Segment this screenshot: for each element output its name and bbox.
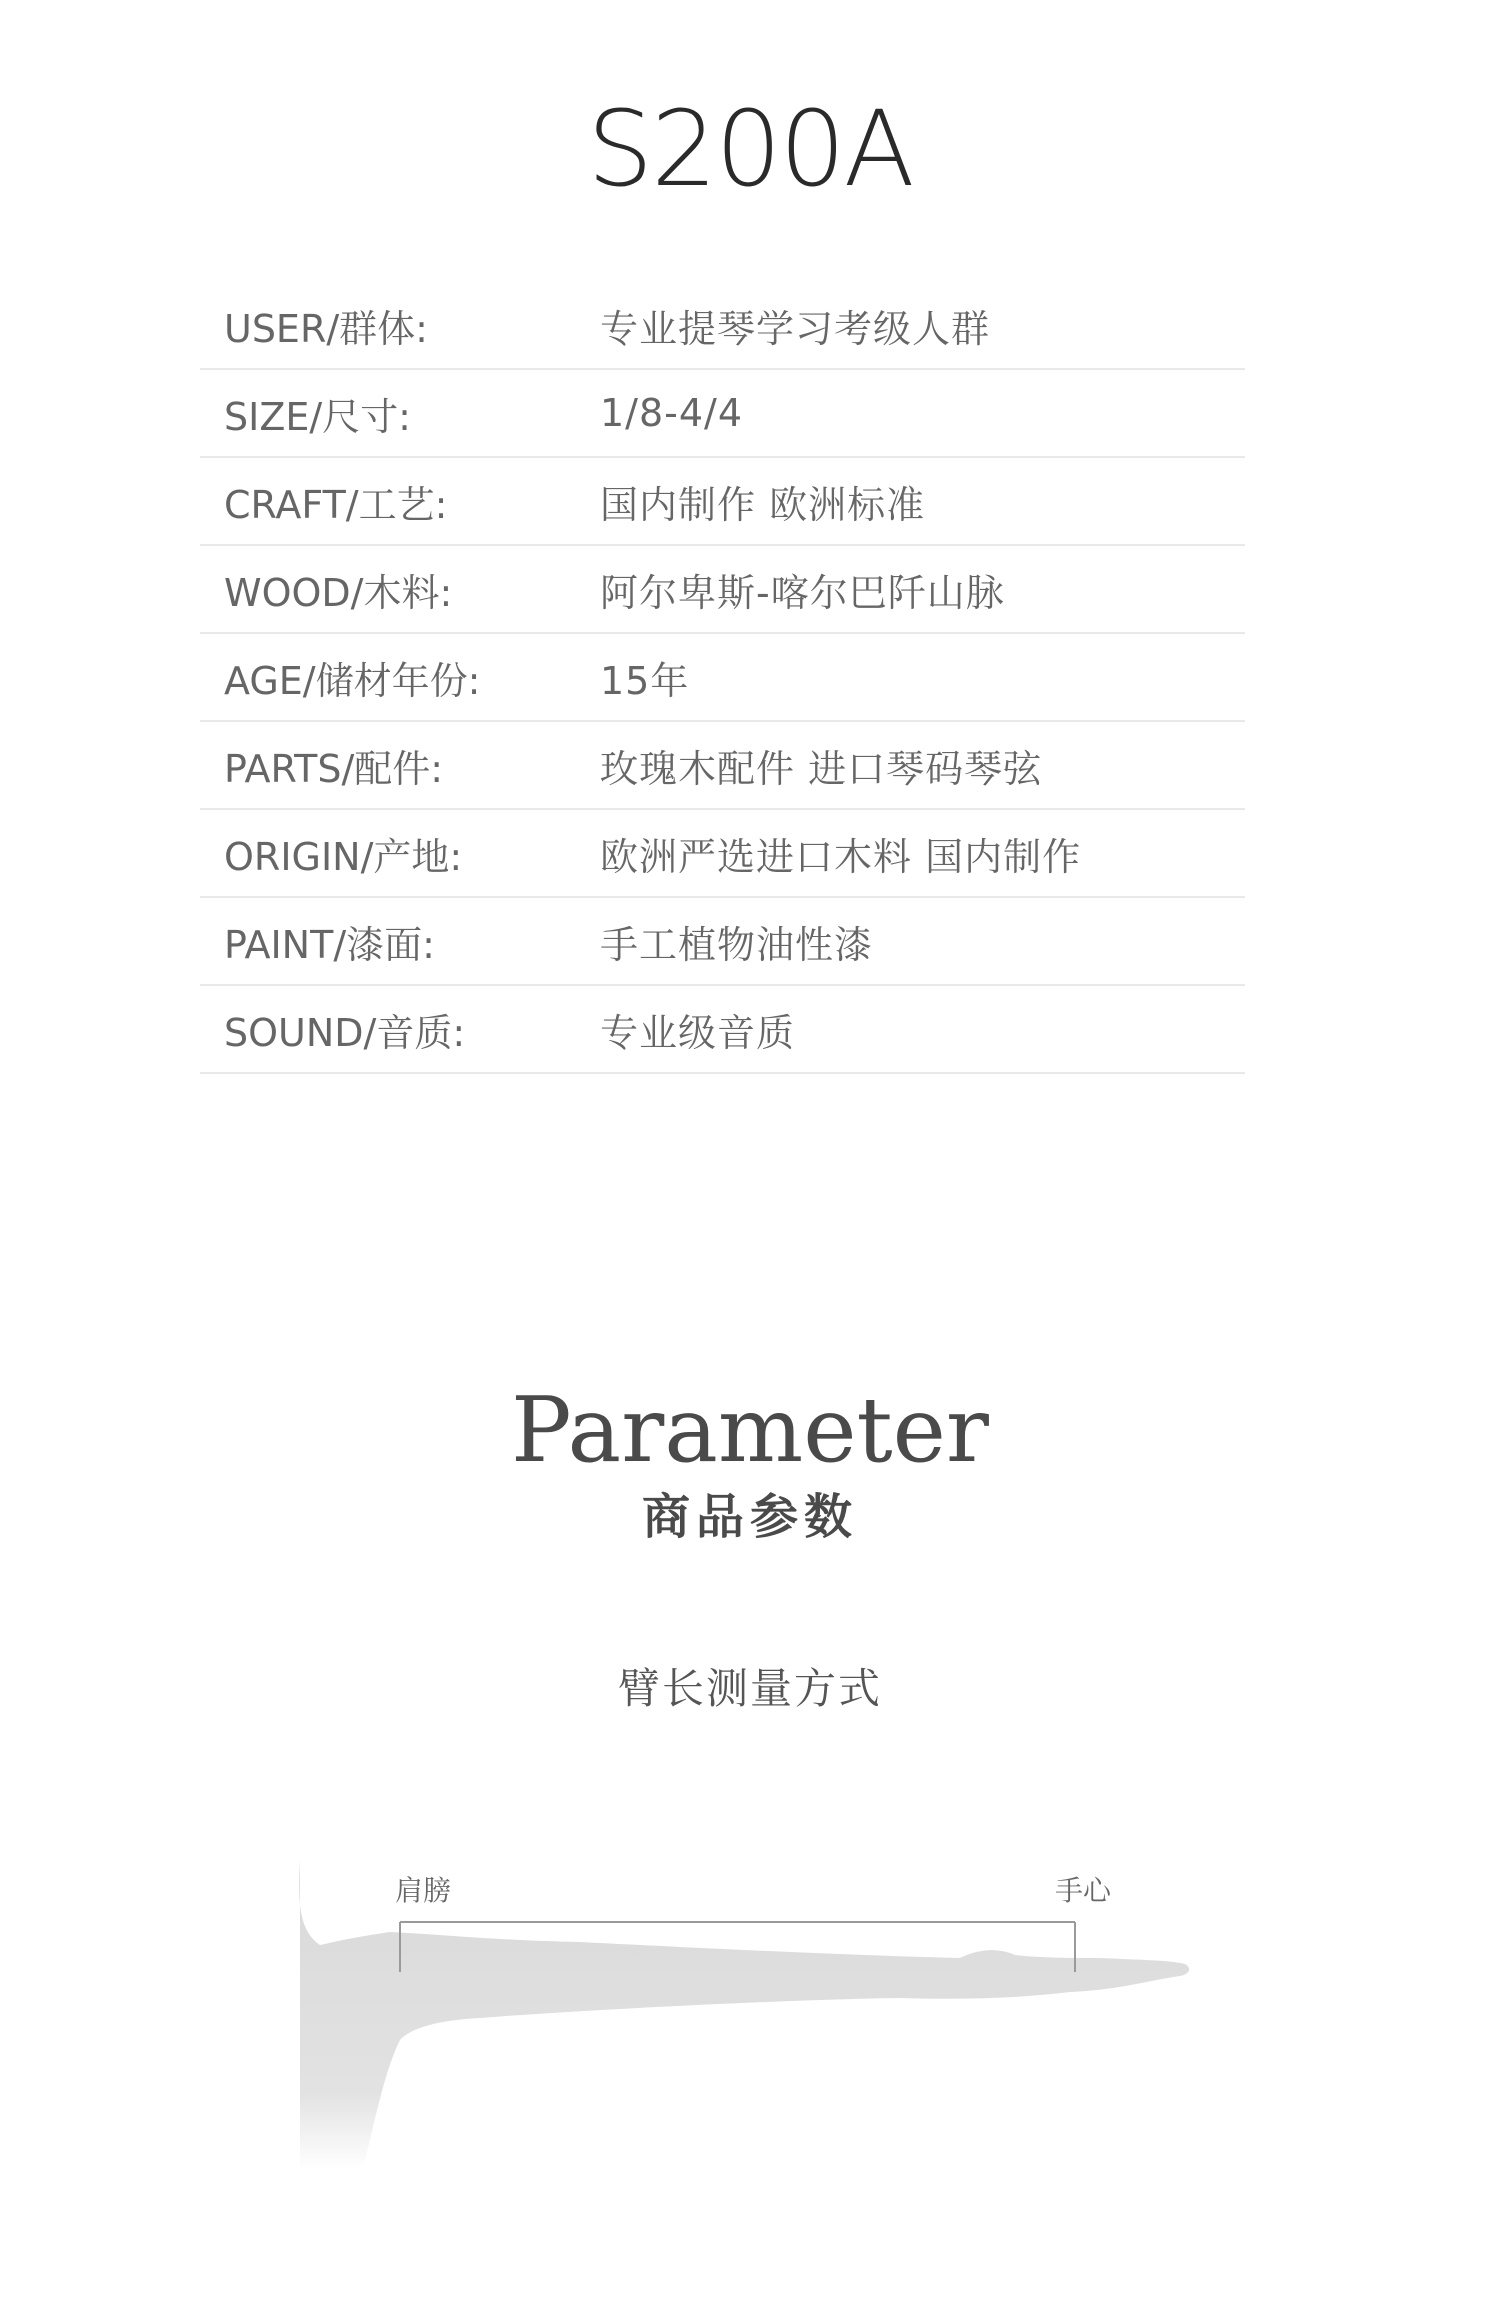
spec-value: 国内制作 欧洲标准 [600,482,926,527]
arm-length-diagram [280,1840,1210,2200]
spec-value: 专业提琴学习考级人群 [600,306,991,351]
spec-table [200,282,1245,1074]
spec-value: 玫瑰木配件 进口琴码琴弦 [600,746,1043,791]
spec-label: PAINT/漆面: [224,922,435,967]
spec-value: 专业级音质 [600,1010,796,1055]
spec-label: ORIGIN/产地: [224,834,463,879]
spec-label: AGE/储材年份: [224,658,481,703]
model-title: S200A [587,88,913,210]
spec-row-size [200,370,1245,458]
spec-row-craft [200,458,1245,546]
spec-row-sound [200,986,1245,1074]
spec-label: SOUND/音质: [224,1010,466,1055]
spec-label: USER/群体: [224,306,428,351]
shoulder-label: 肩膀 [395,1874,452,1907]
spec-value: 欧洲严选进口木料 国内制作 [600,834,1082,879]
spec-label: CRAFT/工艺: [224,482,448,527]
spec-label: PARTS/配件: [224,746,444,791]
spec-row-user [200,282,1245,370]
spec-value: 手工植物油性漆 [600,922,874,967]
spec-value: 阿尔卑斯-喀尔巴阡山脉 [600,570,1005,615]
spec-label: SIZE/尺寸: [224,394,411,439]
spec-row-paint [200,898,1245,986]
spec-row-origin [200,810,1245,898]
palm-label: 手心 [1055,1874,1112,1907]
spec-value: 1/8-4/4 [600,391,744,435]
parameter-subtitle: 商品参数 [641,1489,858,1545]
parameter-title: Parameter [511,1378,989,1483]
spec-label: WOOD/木料: [224,570,453,615]
spec-row-wood [200,546,1245,634]
spec-value: 15年 [600,658,690,703]
spec-row-age [200,634,1245,722]
spec-row-parts [200,722,1245,810]
arm-measure-title: 臂长测量方式 [617,1664,882,1713]
